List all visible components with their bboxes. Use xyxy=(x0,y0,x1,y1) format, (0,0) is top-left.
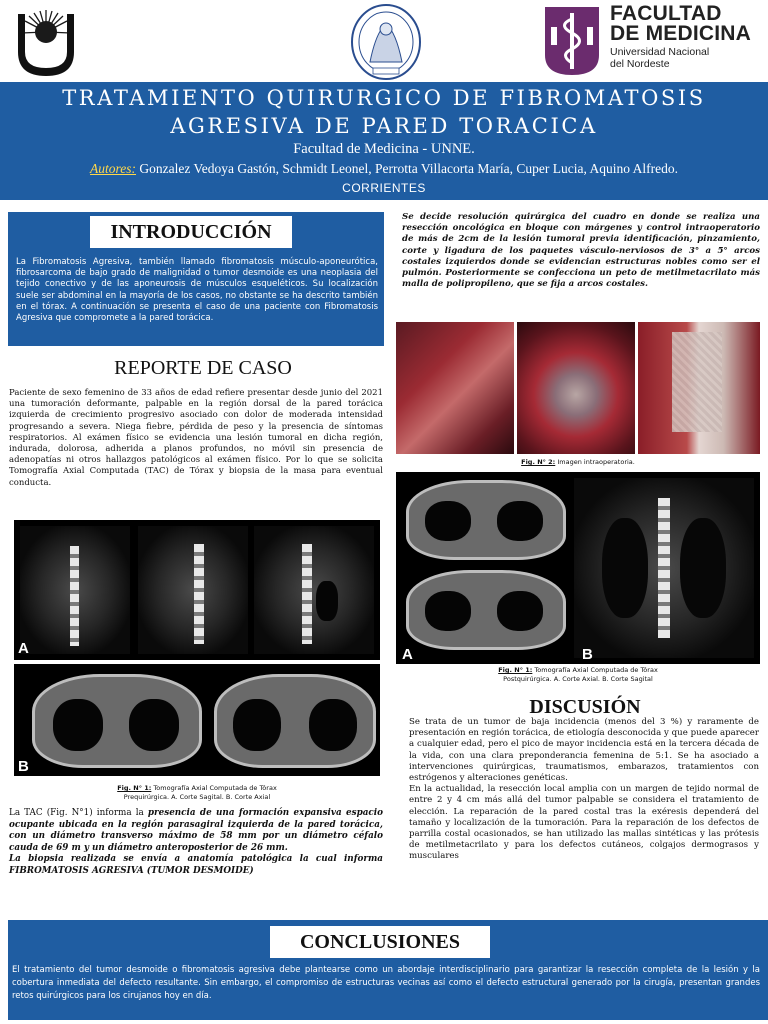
reporte-text: Paciente de sexo femenino de 33 años de edad refiere presentar desde junio del 2021 una tumoración deformante, palpable en la región dorsal de la pared torácica izquierda de crecimiento progresivo asociado con dolor de moderada intensidad progresando a severa. Niega fiebre, pérdida de peso y la presencia de síntomas respiratorios. Al exámen físico se evidencia una lesión tumoral en dicha región, indurada, dolorosa, adherida a planos profundos, no móvil sin presencia de adenopatías ni otros hallazgos patológicos al exámen físico. Por lo que se solicita Tomografía Axial Computada (TAC) de Tórax y biopsia de la masa para eventual conducta. xyxy=(9,388,383,488)
discusion-paragraph-2: En la actualidad, la resección local amplia con un margen de tejido normal de entre 2 y 4 cm más allá del tumor palpable se considera el tratamiento de elección. La reparación de la pared costal tras la exéresis dependerá del tamaño y localización de la tumoración. Para la reparación de los defectos de parrilla costal ocasionados, se han utilizado las mallas sintéticas y las prótesis de metilmetacrilato y para los defectos cutáneos, colgajos dermograsos y musculares xyxy=(409,784,759,862)
university-name-line2: del Nordeste xyxy=(610,58,670,70)
title-banner xyxy=(0,82,768,200)
intraop-photo-2 xyxy=(517,322,635,454)
asociacion-cirugia-logo xyxy=(340,2,432,82)
fig3-caption-line1: Tomografía Axial Computada de Tórax xyxy=(534,666,658,674)
introduccion-heading: INTRODUCCIÓN xyxy=(90,216,292,248)
surgery-text: Se decide resolución quirúrgica del cuadro en donde se realiza una resección oncológica en bloque con márgenes y control intraoperatorio de más de 2cm de la lesión tumoral previa identificación, pinzamiento, corte y ligadura de los paquetes vásculo-nerviosos de 3° a 5° arcos costales izquierdos donde se evidencian estructuras nobles como ser el pulmón. Posteriormente se confecciona un peto de metilmetacrilato más malla de polipropileno, que se fija a arcos costales. xyxy=(402,212,760,290)
fig2-caption-number: Fig. N° 2: xyxy=(521,458,556,466)
institution: Facultad de Medicina - UNNE. xyxy=(293,141,475,157)
fig1-label-a: A xyxy=(18,640,29,657)
tac-text-intro: La TAC (Fig. N°1) informa la xyxy=(9,808,148,818)
fig2-caption xyxy=(396,458,760,467)
fig1-caption-line2: Prequirúrgica. A. Corte Sagital. B. Corte Axial xyxy=(123,792,271,801)
intraop-photo-1 xyxy=(396,322,514,454)
reporte-heading: REPORTE DE CASO xyxy=(114,357,292,379)
poster-title-line2: AGRESIVA DE PARED TORACICA xyxy=(170,114,598,138)
poster-title-line1: TRATAMIENTO QUIRURGICO DE FIBROMATOSIS xyxy=(62,86,706,110)
discusion-heading: DISCUSIÓN xyxy=(529,696,641,718)
tac-text xyxy=(9,808,383,877)
facultad-medicina-emblem xyxy=(543,5,601,77)
ct-postquirurgica xyxy=(396,472,760,664)
authors-line xyxy=(0,160,768,178)
fig3-caption-number: Fig. N° 1: xyxy=(498,666,533,674)
ct-axial-prequirurgica xyxy=(14,664,380,776)
ct-sagittal-prequirurgica xyxy=(14,520,380,660)
faculty-name-line1: FACULTAD xyxy=(610,2,722,25)
conclusiones-heading: CONCLUSIONES xyxy=(270,926,490,958)
faculty-name xyxy=(610,4,768,70)
fig3-label-b: B xyxy=(582,646,593,663)
fig1-caption-line1: Tomografía Axial Computada de Tórax xyxy=(153,784,277,792)
university-name-line1: Universidad Nacional xyxy=(610,46,710,58)
city: CORRIENTES xyxy=(342,181,426,195)
unne-logo xyxy=(10,6,82,78)
authors-label: Autores: xyxy=(90,161,137,176)
faculty-name-line2: DE MEDICINA xyxy=(610,22,752,45)
introduccion-text: La Fibromatosis Agresiva, también llamado fibromatosis músculo-aponeurótica, fibrosarcoma de bajo grado de malignidad o tumor desmoide es una neoplasia del tejido conectivo y de las aponeurosis de músculos esqueléticos. Su localización suele ser abdominal en la mayoría de los casos, no obstante se ha descrito también en el tórax. A continuación se presenta el caso de una paciente con Fibromatosis Agresiva que compromete a la pared torácica. xyxy=(16,257,378,324)
fig2-caption-text: Imagen intraoperatoria. xyxy=(557,458,635,466)
fig3-label-a: A xyxy=(402,646,413,663)
fig1-caption xyxy=(14,784,380,801)
discusion-text xyxy=(409,717,759,863)
conclusiones-text: El tratamiento del tumor desmoide o fibromatosis agresiva debe plantearse como un abordaje interdisciplinario para garantizar la resección completa de la lesión y la cobertura inmediata del defecto resultante. Sin embargo, el compromiso de estructuras vecinas así como el defecto estructural generado por la cirugía, presentan grandes retos quirúrgicos para los cirujanos hoy en día. xyxy=(12,965,760,1001)
tac-text-biopsy: La biopsia realizada se envía a anatomía patológica la cual informa FIBROMATOSIS AGRESIVA (TUMOR DESMOIDE) xyxy=(9,854,383,876)
intraop-photo-3 xyxy=(638,322,760,454)
discusion-paragraph-1: Se trata de un tumor de baja incidencia (menos del 3 %) y raramente de presentación en región torácica, de etiología desconocida y que puede aparecer a cualquier edad, pero el pico de mayor incidencia está en la tercera década de la vida, con una clara preponderancia femenina de 5:1. Se ha asociado a intervenciones quirúrgicas, traumatismos, embarazos, tratamientos con estrógenos y alteraciones genéticas. xyxy=(409,717,759,784)
fig1-caption-number: Fig. N° 1: xyxy=(117,784,152,792)
tac-text-finding: presencia de una formación expansiva espacio ocupante ubicada en la región parasagiral izquierda de la pared torácica, con un diámetro transverso máximo de 58 mm por un diámetro céfalo cauda de 69 m y un diámetro anteroposterior de 26 mm. xyxy=(9,808,383,853)
fig1-label-b: B xyxy=(18,758,29,775)
fig3-caption-line2: Postquirúrgica. A. Corte Axial. B. Corte Sagital xyxy=(503,674,653,683)
authors-names: Gonzalez Vedoya Gastón, Schmidt Leonel, Perrotta Villacorta María, Cuper Lucia, Aquino Alfredo. xyxy=(139,161,678,176)
fig3-caption xyxy=(396,666,760,683)
